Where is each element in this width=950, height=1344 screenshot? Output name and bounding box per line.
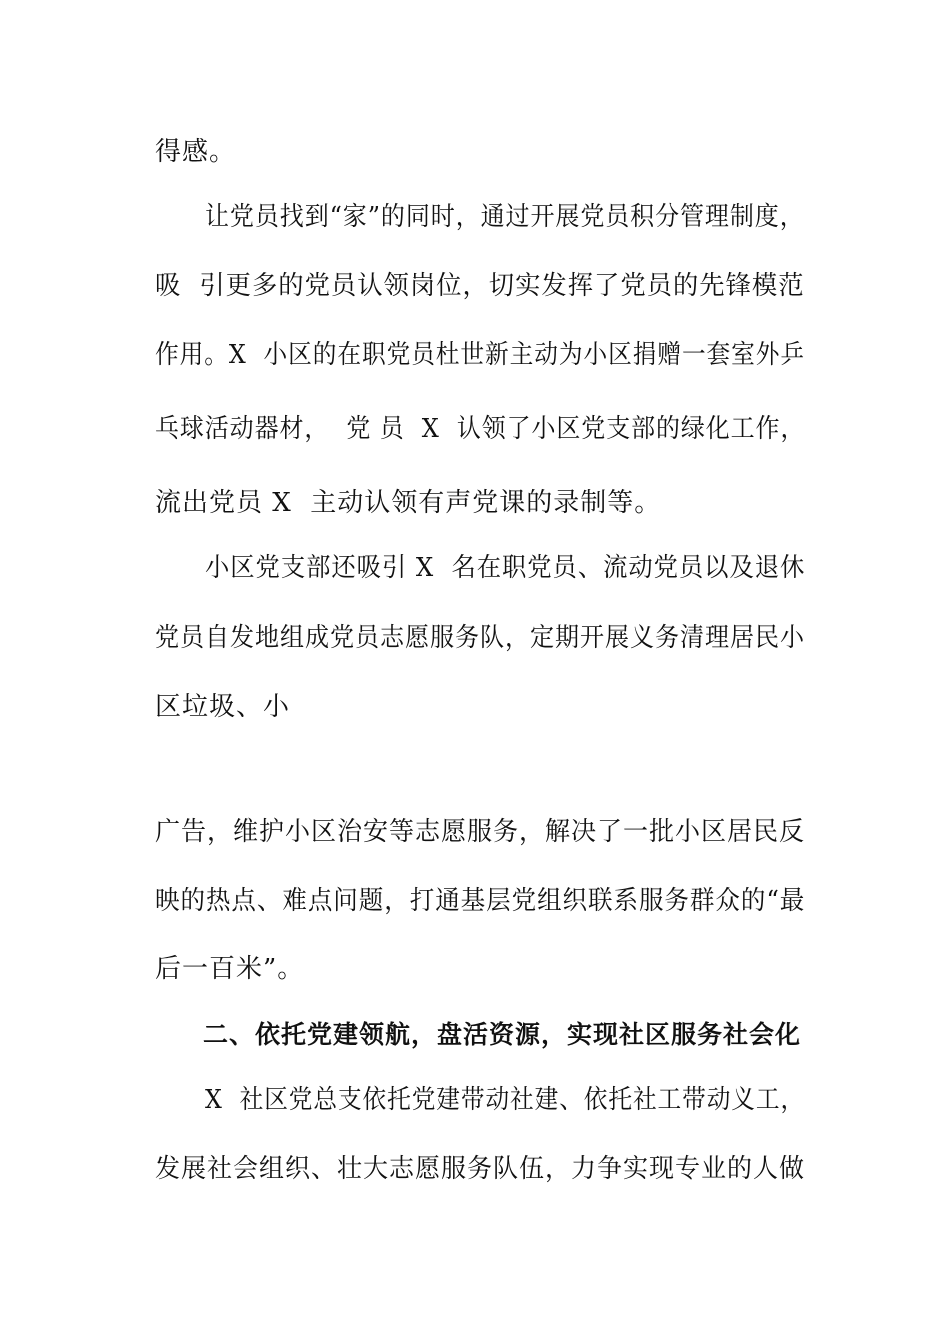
- paragraph-line: 得感。: [155, 137, 237, 167]
- paragraph-line: 小区党支部还吸引 X 名在职党员、流动党员以及退休: [205, 553, 806, 583]
- paragraph-line: 让党员找到“家”的同时，通过开展党员积分管理制度，: [205, 202, 805, 232]
- paragraph-line: 乓球活动器材， 党 员 X 认领了小区党支部的绿化工作，: [155, 414, 806, 444]
- paragraph-line: 区垃圾、小: [155, 692, 291, 722]
- paragraph-line: 吸 引更多的党员认领岗位，切实发挥了党员的先锋模范: [155, 271, 805, 301]
- paragraph-line: 流出党员 X 主动认领有声党课的录制等。: [155, 488, 662, 518]
- section-heading: 二、依托党建领航，盘活资源，实现社区服务社会化: [203, 1020, 802, 1049]
- paragraph-line: 映的热点、难点问题，打通基层党组织联系服务群众的“最: [155, 886, 806, 916]
- paragraph-line: X 社区党总支依托党建带动社建、依托社工带动义工，: [205, 1085, 806, 1115]
- paragraph-line: 党员自发地组成党员志愿服务队，定期开展义务清理居民小: [155, 623, 805, 653]
- paragraph-line: 广告，维护小区治安等志愿服务，解决了一批小区居民反: [155, 817, 806, 847]
- paragraph-line: 发展社会组织、壮大志愿服务队伍，力争实现专业的人做: [155, 1154, 806, 1184]
- paragraph-line: 作用。X 小区的在职党员杜世新主动为小区捐赠一套室外乒: [155, 340, 806, 370]
- paragraph-line: 后一百米”。: [155, 954, 305, 984]
